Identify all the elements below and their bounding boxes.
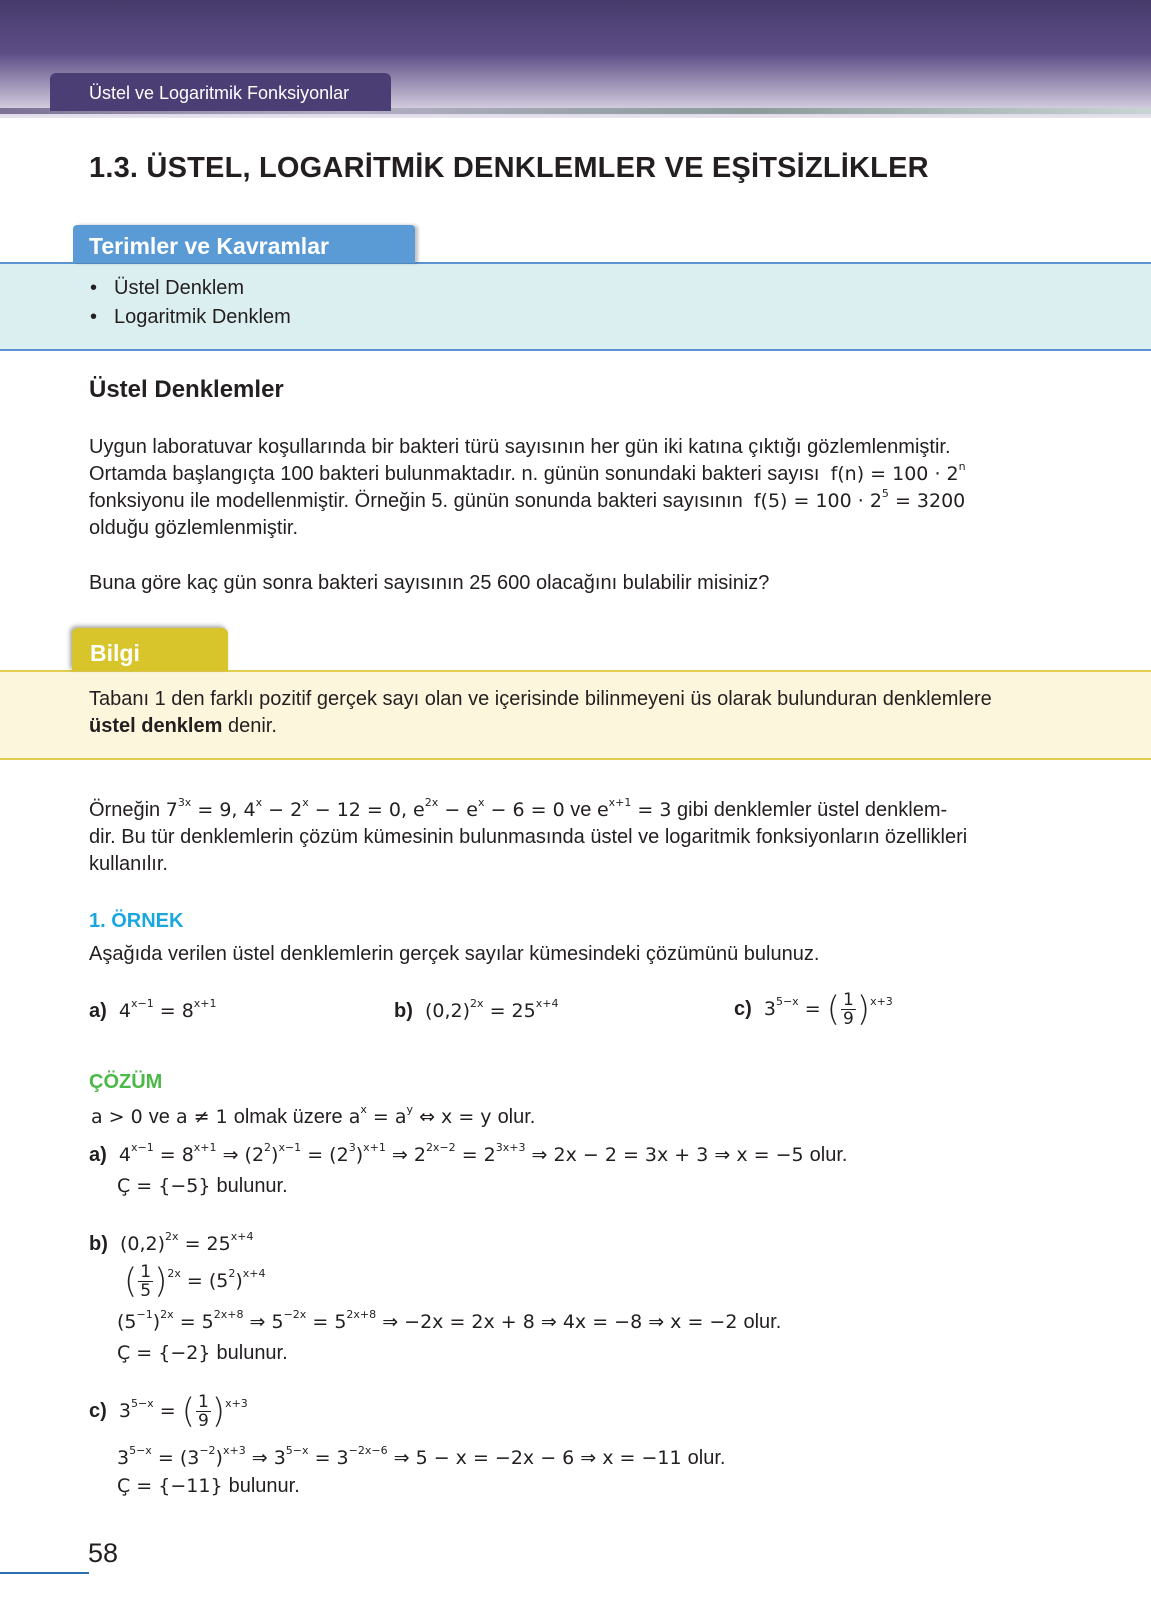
examples-line: dir. Bu tür denklemlerin çözüm kümesinin bulunmasında üstel ve logaritmik fonksiyonların özellikleri xyxy=(89,826,968,848)
terms-list xyxy=(90,274,291,332)
page-number-rule xyxy=(0,1572,89,1574)
term-label: Logaritmik Denklem xyxy=(114,306,291,328)
examples-formula: $7^{3x} = 9$, $4^x - 2^x - 12 = 0$, $e^{2x} - e^x - 6 = 0$ xyxy=(165,795,565,821)
solution-b-step: ( $\frac{1}{5}$ )$^{2x} = (5^2)^{x+4}$ xyxy=(124,1261,266,1302)
problem-c: c) $3^{5-x}$ = ( $\frac{1}{9}$ )$^{x+3}$ xyxy=(734,989,893,1030)
bullet-icon: • xyxy=(90,277,98,299)
chapter-tab: Üstel ve Logaritmik Fonksiyonlar xyxy=(50,73,391,111)
example-prompt: Aşağıda verilen üstel denklemlerin gerçek sayılar kümesindeki çözümünü bulunuz. xyxy=(89,943,820,965)
section-heading: Üstel Denklemler xyxy=(89,376,284,403)
solution-a-result: Ç = {−5} bulunur. xyxy=(117,1175,288,1197)
solution-c-step: c) $3^{5-x}$ = ( $\frac{1}{9}$ )$^{x+3}$ xyxy=(89,1391,248,1432)
solution-b-step: b) $(0,2)^{2x} = 25^{x+4}$ xyxy=(89,1229,254,1255)
info-heading: Bilgi xyxy=(72,628,228,671)
bullet-icon: • xyxy=(90,306,98,328)
problem-b: b) $(0,2)^{2x} = 25^{x+4}$ xyxy=(394,996,559,1022)
examples-formula: $e^{x+1} = 3$ xyxy=(596,795,672,821)
examples-line: Örneğin $7^{3x} = 9$, $4^x - 2^x - 12 = 0$, $e^{2x} - e^x - 6 = 0$ ve $e^{x+1} = 3$ gibi denklemler üstel denklem- xyxy=(89,795,948,821)
intro-paragraph xyxy=(89,434,1099,542)
solution-label: ÇÖZÜM xyxy=(89,1071,163,1093)
intro-line: olduğu gözlemlenmiştir. xyxy=(89,517,298,539)
intro-question: Buna göre kaç gün sonra bakteri sayısının 25 600 olacağını bulabilir misiniz? xyxy=(89,572,770,594)
solution-b-step: $(5^{-1})^{2x} = 5^{2x+8}$ ⇒ $5^{-2x} = 5^{2x+8}$ ⇒ −2x = 2x + 8 ⇒ 4x = −8 ⇒ x = −2 olur. xyxy=(117,1307,782,1333)
page-title: 1.3. ÜSTEL, LOGARİTMİK DENKLEMLER VE EŞİTSİZLİKLER xyxy=(89,152,929,184)
page-number: 58 xyxy=(88,1538,119,1568)
info-text: Tabanı 1 den farklı pozitif gerçek sayı olan ve içerisinde bilinmeyeni üs olarak bulunduran denklemlere üstel denklem denir. xyxy=(89,688,992,737)
intro-line: Uygun laboratuvar koşullarında bir bakteri türü sayısının her gün iki katına çıktığı gözlemlenmiştir. xyxy=(89,436,951,458)
terms-heading: Terimler ve Kavramlar xyxy=(73,225,415,263)
model-formula: $f(n) = 100 \cdot 2^n$ xyxy=(830,459,966,485)
list-item xyxy=(90,303,291,332)
problem-a: a) $4^{x-1} = 8^{x+1}$ xyxy=(89,996,217,1022)
solution-a-step: a) $4^{x-1} = 8^{x+1}$ ⇒ $(2^2)^{x-1} = (2^3)^{x+1}$ ⇒ $2^{2x-2} = 2^{3x+3}$ ⇒ 2x − 2 = 3x + 3 ⇒ x = −5 olur. xyxy=(89,1140,848,1166)
solution-c-step: $3^{5-x} = (3^{-2})^{x+3}$ ⇒ $3^{5-x} = 3^{-2x-6}$ ⇒ 5 − x = −2x − 6 ⇒ x = −11 olur. xyxy=(117,1443,726,1469)
example-label: 1. ÖRNEK xyxy=(89,910,184,932)
example-formula: $f(5) = 100 \cdot 2^5 = 3200$ xyxy=(753,486,966,512)
solution-c-result: Ç = {−11} bulunur. xyxy=(117,1475,300,1497)
list-item xyxy=(90,274,291,303)
examples-paragraph xyxy=(89,797,1109,878)
examples-line: kullanılır. xyxy=(89,853,168,875)
intro-line: fonksiyonu ile modellenmiştir. Örneğin 5. günün sonunda bakteri sayısının $f(5) = 100 \cdot 2^5 = 3200$ xyxy=(89,486,966,512)
term-label: Üstel Denklem xyxy=(114,277,245,299)
solution-rule: a > 0 ve a ≠ 1 olmak üzere $a^x = a^y$ ⇔ x = y olur. xyxy=(91,1102,536,1128)
solution-b-result: Ç = {−2} bulunur. xyxy=(117,1342,288,1364)
intro-line: Ortamda başlangıçta 100 bakteri bulunmaktadır. n. günün sonundaki bakteri sayısı $f(n) = 100 \cdot 2^n$ xyxy=(89,459,966,485)
info-term: üstel denklem xyxy=(89,715,223,737)
